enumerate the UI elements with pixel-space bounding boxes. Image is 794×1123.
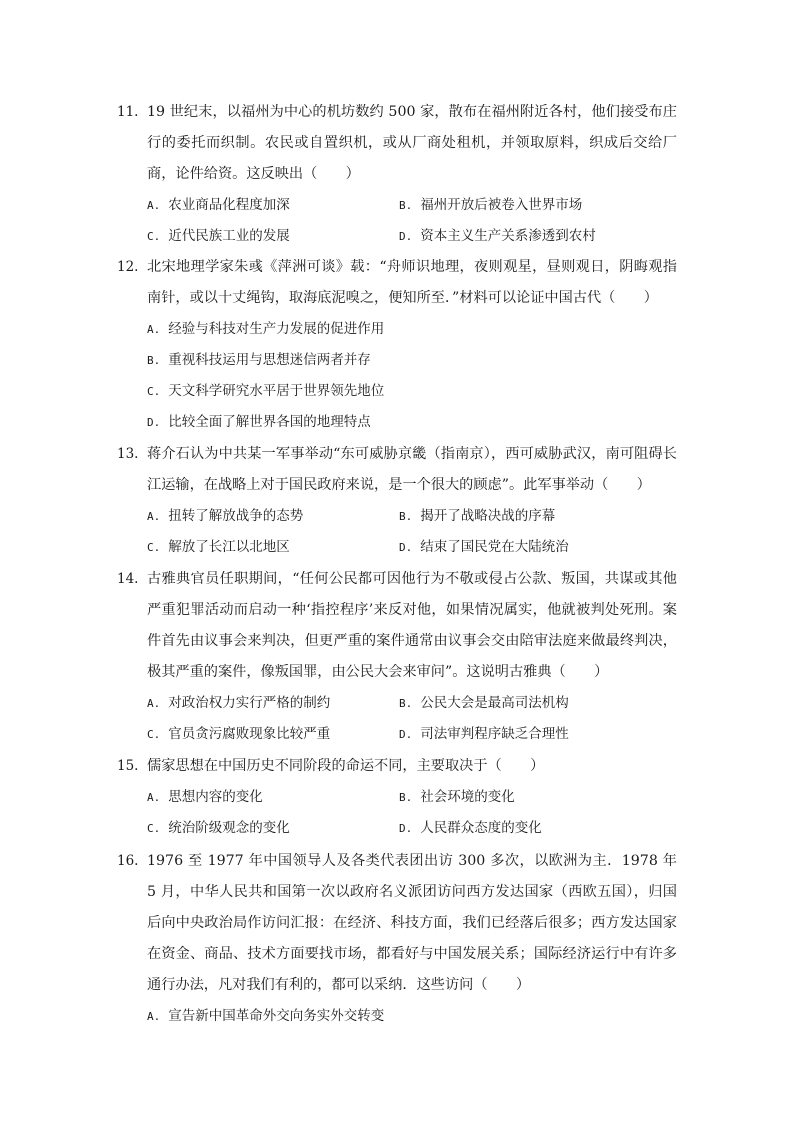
options-row bbox=[147, 532, 677, 563]
option-d[interactable] bbox=[147, 407, 371, 438]
option-key: C. bbox=[147, 541, 161, 554]
option-key: D. bbox=[399, 230, 413, 243]
option-d[interactable] bbox=[399, 719, 569, 750]
option-key: A. bbox=[147, 199, 161, 212]
options-row bbox=[147, 407, 677, 438]
option-text: 天文科学研究水平居于世界领先地位 bbox=[168, 383, 385, 399]
options-row bbox=[147, 376, 677, 407]
option-key: B. bbox=[399, 199, 413, 212]
question-number: 16. bbox=[117, 853, 139, 869]
option-key: D. bbox=[147, 416, 161, 429]
option-c[interactable] bbox=[147, 532, 290, 563]
option-b[interactable] bbox=[147, 345, 371, 376]
question-stem: 北宋地理学家朱彧《萍洲可谈》载：“舟师识地理，夜则观星，昼则观日，阴晦观指南针，或以十丈绳钩，取海底泥嗅之，便知所至．”材料可以论证中国古代（ ） bbox=[147, 259, 677, 306]
question-12 bbox=[117, 252, 677, 438]
option-key: A. bbox=[147, 510, 161, 523]
option-text: 宣告新中国革命外交向务实外交转变 bbox=[168, 1008, 385, 1024]
option-c[interactable] bbox=[147, 221, 290, 252]
option-d[interactable] bbox=[399, 813, 542, 844]
question-stem: 古雅典官员任职期间，“任何公民都可因他行为不敬或侵占公款、叛国，共谋或其他严重犯罪活动而启动一种‘指控程序’来反对他，如果情况属实，他就被判处死刑。案件首先由议事会来判决，但更严重的案件通常由议事会交由陪审法庭来做最终判决，极其严重的案件，像叛国罪，由公民大会来审问”。这说明古雅典（ ） bbox=[147, 571, 677, 680]
options-row bbox=[147, 501, 677, 532]
option-text: 重视科技运用与思想迷信两者并存 bbox=[168, 352, 371, 368]
options-row bbox=[147, 813, 677, 844]
question-number: 12. bbox=[117, 259, 139, 275]
options-row bbox=[147, 221, 677, 252]
option-text: 社会环境的变化 bbox=[420, 789, 515, 805]
option-text: 近代民族工业的发展 bbox=[168, 228, 290, 244]
option-b[interactable] bbox=[399, 501, 555, 532]
option-b[interactable] bbox=[399, 190, 582, 221]
options-row bbox=[147, 688, 677, 719]
option-d[interactable] bbox=[399, 221, 596, 252]
option-c[interactable] bbox=[147, 719, 330, 750]
option-key: C. bbox=[147, 385, 161, 398]
option-text: 人民群众态度的变化 bbox=[420, 820, 542, 836]
option-b[interactable] bbox=[399, 688, 569, 719]
option-text: 福州开放后被卷入世界市场 bbox=[420, 197, 583, 213]
option-text: 扭转了解放战争的态势 bbox=[168, 508, 304, 524]
option-text: 结束了国民党在大陆统治 bbox=[420, 539, 569, 555]
option-text: 农业商品化程度加深 bbox=[168, 197, 290, 213]
option-key: B. bbox=[399, 697, 413, 710]
option-text: 官员贪污腐败现象比较严重 bbox=[168, 726, 331, 742]
option-c[interactable] bbox=[147, 376, 384, 407]
option-text: 公民大会是最高司法机构 bbox=[420, 695, 569, 711]
option-key: B. bbox=[147, 354, 161, 367]
option-key: A. bbox=[147, 323, 161, 336]
option-key: C. bbox=[147, 230, 161, 243]
option-key: D. bbox=[399, 822, 413, 835]
option-text: 思想内容的变化 bbox=[168, 789, 263, 805]
question-number: 13. bbox=[117, 446, 139, 462]
option-text: 对政治权力实行严格的制约 bbox=[168, 695, 331, 711]
option-a[interactable] bbox=[147, 1001, 384, 1032]
option-a[interactable] bbox=[147, 501, 303, 532]
option-key: A. bbox=[147, 1010, 161, 1023]
option-d[interactable] bbox=[399, 532, 569, 563]
option-text: 经验与科技对生产力发展的促进作用 bbox=[168, 321, 385, 337]
question-stem: 儒家思想在中国历史不同阶段的命运不同，主要取决于（ ） bbox=[147, 758, 545, 774]
question-13 bbox=[117, 439, 677, 563]
options-row bbox=[147, 719, 677, 750]
question-number: 14. bbox=[117, 571, 139, 587]
question-stem: 19 世纪末，以福州为中心的机坊数约 500 家，散布在福州附近各村，他们接受布庄行的委托而织制。农民或自置织机，或从厂商处租机，并领取原料，织成后交给厂商，论件给资。这反映出（ ） bbox=[147, 104, 677, 182]
option-text: 解放了长江以北地区 bbox=[168, 539, 290, 555]
option-key: B. bbox=[399, 510, 413, 523]
option-b[interactable] bbox=[399, 782, 515, 813]
question-16 bbox=[117, 846, 677, 1032]
option-text: 资本主义生产关系渗透到农村 bbox=[420, 228, 596, 244]
option-key: B. bbox=[399, 791, 413, 804]
question-15 bbox=[117, 751, 677, 844]
options-row bbox=[147, 190, 677, 221]
question-stem: 1976 至 1977 年中国领导人及各类代表团出访 300 多次，以欧洲为主．1978 年 5 月，中华人民共和国第一次以政府名义派团访问西方发达国家（西欧五国），归国后向中央政治局作访问汇报：在经济、科技方面，我们已经落后很多；西方发达国家在资金、商品、技术方面要找市场，都看好与中国发展关系；国际经济运行中有许多通行办法，凡对我们有利的，都可以采纳．这些访问（ ） bbox=[147, 853, 677, 993]
option-a[interactable] bbox=[147, 688, 330, 719]
question-11 bbox=[117, 97, 677, 252]
option-text: 比较全面了解世界各国的地理特点 bbox=[168, 414, 371, 430]
question-14 bbox=[117, 564, 677, 750]
option-key: C. bbox=[147, 822, 161, 835]
question-number: 15. bbox=[117, 758, 139, 774]
options-row bbox=[147, 314, 677, 345]
option-a[interactable] bbox=[147, 314, 384, 345]
option-text: 统治阶级观念的变化 bbox=[168, 820, 290, 836]
option-a[interactable] bbox=[147, 782, 263, 813]
question-number: 11. bbox=[117, 104, 139, 120]
option-key: A. bbox=[147, 791, 161, 804]
option-text: 揭开了战略决战的序幕 bbox=[420, 508, 556, 524]
option-c[interactable] bbox=[147, 813, 290, 844]
options-row bbox=[147, 345, 677, 376]
option-key: D. bbox=[399, 541, 413, 554]
option-key: D. bbox=[399, 728, 413, 741]
option-a[interactable] bbox=[147, 190, 290, 221]
options-row bbox=[147, 1001, 677, 1032]
option-key: A. bbox=[147, 697, 161, 710]
question-stem: 蒋介石认为中共某一军事举动“东可威胁京畿（指南京），西可威胁武汉，南可阻碍长江运输，在战略上对于国民政府来说，是一个很大的顾虑”。此军事举动（ ） bbox=[147, 446, 677, 493]
options-row bbox=[147, 782, 677, 813]
option-text: 司法审判程序缺乏合理性 bbox=[420, 726, 569, 742]
option-key: C. bbox=[147, 728, 161, 741]
